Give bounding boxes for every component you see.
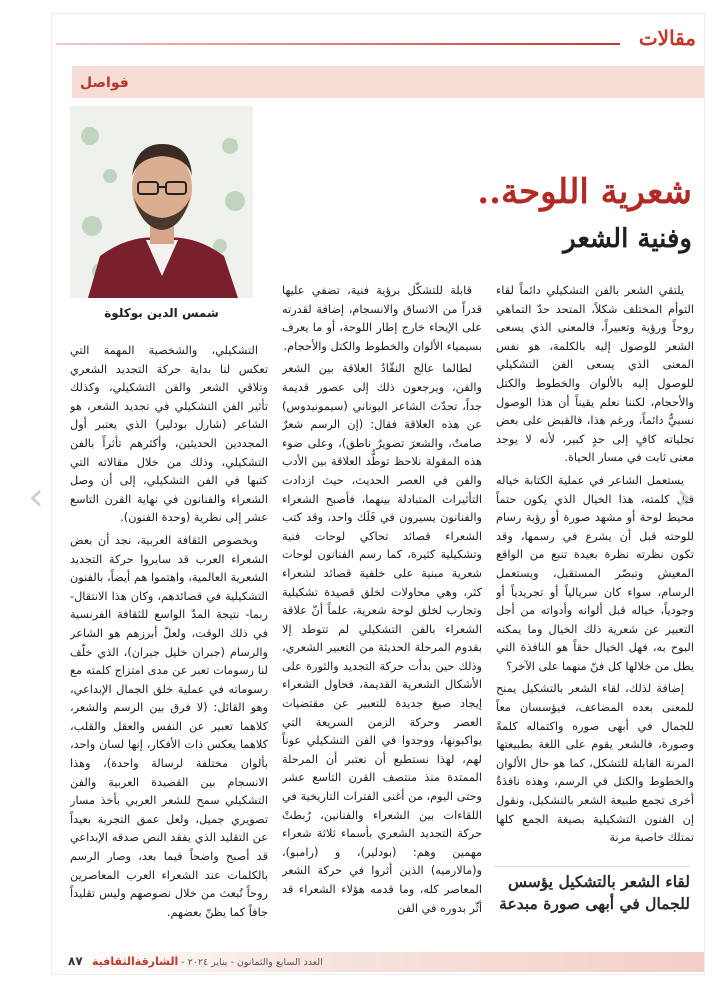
author-photo [70, 106, 253, 298]
paragraph: يستعمل الشاعر في عملية الكتابة خياله قبل كلمته، هذا الخيال الذي يكون حتماً محيط لوحة أو مشهد صورة أو رؤية رسام للوحته قبل أن يشرع في رسمها، وقد تكون نظرته نظرة بعيدة تنبع من الواقع المعيش وتبصّر المستقبل، ويستعمل الرسام، سواء كان سريالياً أو تجريدياً أو وجودياً، خياله قبل ألوانه وأدواته من أجل التعبير عن شعرية ذلك الخيال وما يمكنه البوح به، فهل الخيال حقاً هو النافذة التي يطل من خلالها كل فنّ منهما على الآخر؟ [496, 473, 694, 673]
paragraph: لطالما عالج النقّادُ العلاقة بين الشعر والفن، ويرجعون ذلك إلى عصور قديمة جداً، تحدّث الشاعر اليوناني (سيمونيدوس) عن هذه العلاقة فقال: (إن الرسم شعرٌ صامتٌ، والشعرَ تصويرٌ ناطق)، وعلى ضوء هذه المقولة نلاحظ توطُّد العلاقة بين الأدب والفن في العصر الحديث، حيث ازدادت التأثيرات المتبادلة بينهما، فأصبح الشعراء والفنانون يسيرون في فَلَك واحد، وقد كتب الشعراء قصائد تحاكي لوحات فنية وتشكيلية كثيرة، كما رسم الفنانون لوحات شعرية مبنية على خلفية قصائد لشعراء كثر، وهي محاولات لخلق قصيدة تشكيلية وتجارب لخلق لوحة شعرية، علماً أنّ علاقة الشعراء بالفن التشكيلي لم تتوطد إلا بقدوم المرحلة الحديثة من التعبير الشعري، وذلك حين بدأت حركة التجديد والثورة على الأشكال الشعرية القديمة، فحاول الشعراء إيجاد صيغ جديدة للتعبير عن مقتضيات العصر وحركة الزمن السريعة التي يواكبونها، ووجدوا في الفن التشكيلي عوناً لهم، لهذا نستطيع أن نعتبر أن المرحلة الممتدة منذ منتصف القرن التاسع عشر وحتى اليوم، من أغنى الفترات التاريخية في اللقاءات بين الشعراء والفنانين، رُبطتْ حركة التجديد الشعري بأسماء ثلاثة شعراء مهمين وهم: (بودلير)، و (رامبو)، و(مالارميه) الذين أثروا في حركة الشعر المعاصر كله، وما قدمه هؤلاء الشعراء قد أثّر بدوره في الفن [282, 362, 482, 915]
paragraph: وبخصوص الثقافة العربية، نجد أن بعض الشعراء العرب قد سايروا حركة التجديد الشعرية العالمية، واهتموا هم أيضاً، بالفنون التشكيلية في قصائدهم، وكان هذا الانتقال- ربما- نتيجة المدّ الواسع للثقافة الفرنسية في ذلك الوقت، ولعلّ أبرزهم هو الشاعر والرسام (جبران خليل جبران)، الذي خلّف لنا رسومات تعبر عن مدى امتزاج كلمته مع رسوماته في عملية خلق الجمال الإبداعي، وهو القائل: (لا فرق بين الرسم والشعر، كلاهما تعبير عن النفس والعقل والقلب، كلاهما يعكس ذات الأفكار، إنها لسان واحد، بألوان مختلفة لرسالة واحدة)، وهذا الانسجام بين القصيدة العربية والفن التشكيلي سمح للشعر العربي بأخذ مسار تصويري جميل، ولعل عمق التجربة بعيداً عن التقليد الذي يفقد النص صدقه الإبداعي قد أصبح واضحاً فيما بعد، وصار الرسم بالكلمات عند الشعراء العرب المعاصرين روحاً تُبعث من خلال نصوصهم وليس تقليداً جافاً كما يظنّ بعضهم. [70, 533, 268, 919]
section-label: مقالات [638, 26, 696, 50]
footer-issue-line [92, 955, 323, 968]
article-subtitle: وفنية الشعر [563, 224, 692, 254]
pull-quote: لقاء الشعر بالتشكيل يؤسس للجمال في أبهى صورة مبدعة [494, 866, 690, 915]
section-header [52, 14, 704, 54]
next-page-arrow-icon[interactable]: › [676, 474, 692, 520]
column-label: فواصل [80, 75, 129, 91]
article-title: شعرية اللوحة.. [477, 172, 692, 212]
previous-page-arrow-icon[interactable]: ‹ [28, 474, 44, 520]
column-label-wrap [80, 72, 129, 91]
footer-issue: العدد السابع والثمانون - يناير ٢٠٢٤ - [181, 957, 323, 968]
footer-brand: الشارقةالثقافية [92, 955, 179, 968]
magazine-page [52, 14, 704, 974]
paragraph: يلتقي الشعر بالفن التشكيلي دائماً لقاء التوأم المختلف شكلاً، المتحد حدّ التماهي روحاً ورؤية وتعبيراً، فالمعنى الذي يسعى الشعر للوصول إليه بالكلمة، هو نفس المعنى الذي يسعى الفن التشكيلي للوصول إليه بالألوان والخطوط والكتل والأحجام، لكننا نعلم يقيناً أن هذا الوصول نسبيٌّ دائماً، ورغم هذا، فالقبض على بعض تجلياته كافٍ إلى حدٍ كبير، لأنه لا يوجد معنى ثابت في مسار الحياة. [496, 284, 694, 465]
page-number: ٨٧ [68, 954, 83, 968]
section-divider [56, 43, 620, 45]
text-column-left [70, 342, 268, 948]
text-column-right [496, 282, 694, 886]
paragraph: إضافة لذلك، لقاء الشعر بالتشكيل يمنح للمعنى بعده المضاعف، فيؤسسان معاً للجمال في أبهى صوره واكتماله كلمةً وصورة، فالشعر يقوم على اللغة بطبيعتها المرنة القابلة للتشكل، كما هو حال الألوان والخطوط والكتل في الرسم، وهذه نافذةٌ أخرى تجمع طبيعة الشعر بالتشكيل، ونقول إن الفنون التشكيلية بصيغة الجمع كلها تمتلك خاصية مرنة [496, 682, 694, 845]
text-column-middle [282, 282, 482, 946]
author-portrait-image [70, 106, 253, 298]
author-name: شمس الدين بوكلوة [104, 306, 219, 320]
paragraph: التشكيلي، والشخصية المهمة التي تعكس لنا بداية حركة التجديد الشعري وتلاقي الشعر والفن التشكيلي، وكذلك تأثير الفن التشكيلي في تجديد الشعر، هو الشاعر (شارل بودلير) الذي يعتبر أول المجددين الحديثين، وأكثرهم تأثراً بالفن التشكيلي، وذلك من خلال مقالاته التي كتبها في الفن التشكيلي، إلى أن وصل الشعراء والفنانون في نهاية القرن التاسع عشر إلى نظرية (وحدة الفنون). [70, 344, 268, 525]
column-band [72, 66, 704, 98]
paragraph: قابلة للتشكّل برؤية فنية، تضفي عليها قدراً من الاتساق والانسجام، إضافة لقدرته على الإيحاء خارج إطار اللوحة، أو ما يعرف بسيمياء الألوان والخطوط والكتل والأحجام. [282, 284, 482, 353]
